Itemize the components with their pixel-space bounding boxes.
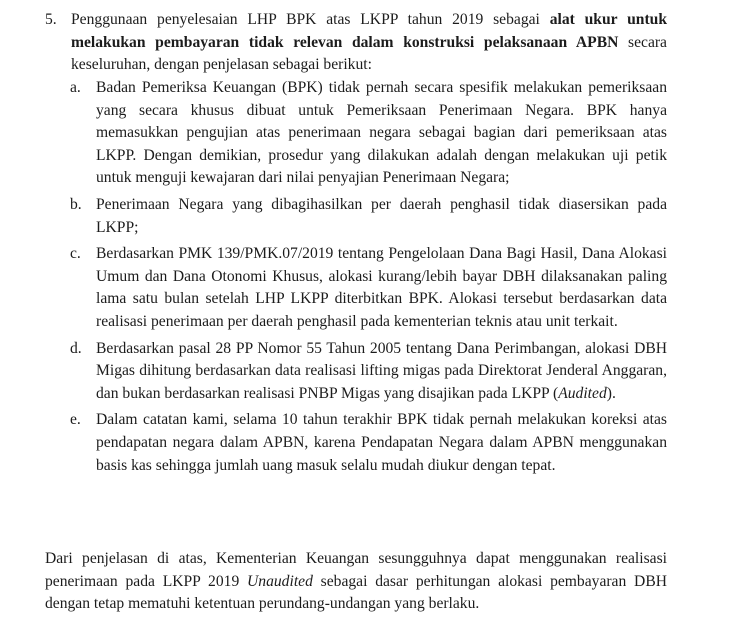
sub-item-d — [70, 338, 667, 406]
point-5 — [45, 9, 667, 77]
sub-item-text: Berdasarkan PMK 139/PMK.07/2019 tentang Pengelolaan Dana Bagi Hasil, Dana Alokasi Umum dan Dana Otonomi Khusus, alokasi kurang/lebih bayar DBH dilaksanakan paling lama satu bulan setelah LHP LKPP diterbitkan BPK. Alokasi tersebut berdasarkan data realisasi penerimaan per daerah penghasil pada kementerian teknis atau unit terkait. — [96, 245, 667, 330]
sub-item-text-start: Berdasarkan pasal 28 PP Nomor 55 Tahun 2005 tentang Dana Perimbangan, alokasi DBH Migas dihitung berdasarkan data realisasi lifting migas pada Direktorat Jenderal Anggaran, dan bukan berdasarkan realisasi PNBP Migas yang disajikan pada LKPP ( — [96, 339, 667, 402]
closing-text-end: sebagai dasar perhitungan alokasi pembayaran DBH dengan tetap mematuhi ketentuan perundang-undangan yang berlaku. — [45, 572, 667, 613]
sub-item-letter: b. — [70, 195, 82, 213]
sub-item-text: Badan Pemeriksa Keuangan (BPK) tidak pernah secara spesifik melakukan pemeriksaan yang secara khusus dibuat untuk Pemeriksaan Penerimaan Negara. BPK hanya memasukkan pengujian atas penerimaan negara sebagai bagian dari pemeriksaan atas LKPP. Dengan demikian, prosedur yang dilakukan adalah dengan melakukan uji petik untuk menguji kewajaran dari nilai penyajian Penerimaan Negara; — [96, 79, 667, 187]
sub-item-c — [70, 243, 667, 333]
sub-item-text-end: ). — [606, 384, 616, 402]
sub-item-letter: e. — [70, 411, 81, 429]
intro-text-start: Penggunaan penyelesaian LHP BPK atas LKPP tahun 2019 sebagai — [71, 11, 550, 28]
closing-text-start: Dari penjelasan di atas, Kementerian Keuangan sesungguhnya dapat menggunakan realisasi penerimaan pada LKPP 2019 — [45, 550, 667, 590]
sub-item-a — [70, 77, 667, 190]
closing-paragraph — [45, 548, 667, 616]
point-number: 5. — [45, 11, 57, 28]
sub-item-list — [70, 77, 667, 481]
intro-text-end: secara keseluruhan, dengan penjelasan sebagai berikut: — [71, 33, 667, 74]
intro-text-bold: alat ukur untuk melakukan pembayaran tidak relevan dalam konstruksi pelaksanaan APBN — [71, 11, 667, 51]
sub-item-letter: a. — [70, 79, 81, 96]
sub-item-text-italic: Audited — [558, 384, 607, 402]
sub-item-text: Dalam catatan kami, selama 10 tahun terakhir BPK tidak pernah melakukan koreksi atas pendapatan negara dalam APBN, karena Pendapatan Negara dalam APBN menggunakan basis kas sehingga jumlah uang masuk selalu mudah diukur dengan tepat. — [96, 411, 667, 474]
sub-item-letter: d. — [70, 339, 82, 357]
sub-item-e — [70, 409, 667, 477]
sub-item-b — [70, 194, 667, 239]
sub-item-text: Penerimaan Negara yang dibagihasilkan per daerah penghasil tidak diasersikan pada LKPP; — [96, 195, 667, 236]
sub-item-letter: c. — [70, 245, 81, 263]
point-5-intro — [71, 9, 667, 77]
closing-text-italic: Unaudited — [247, 572, 313, 590]
